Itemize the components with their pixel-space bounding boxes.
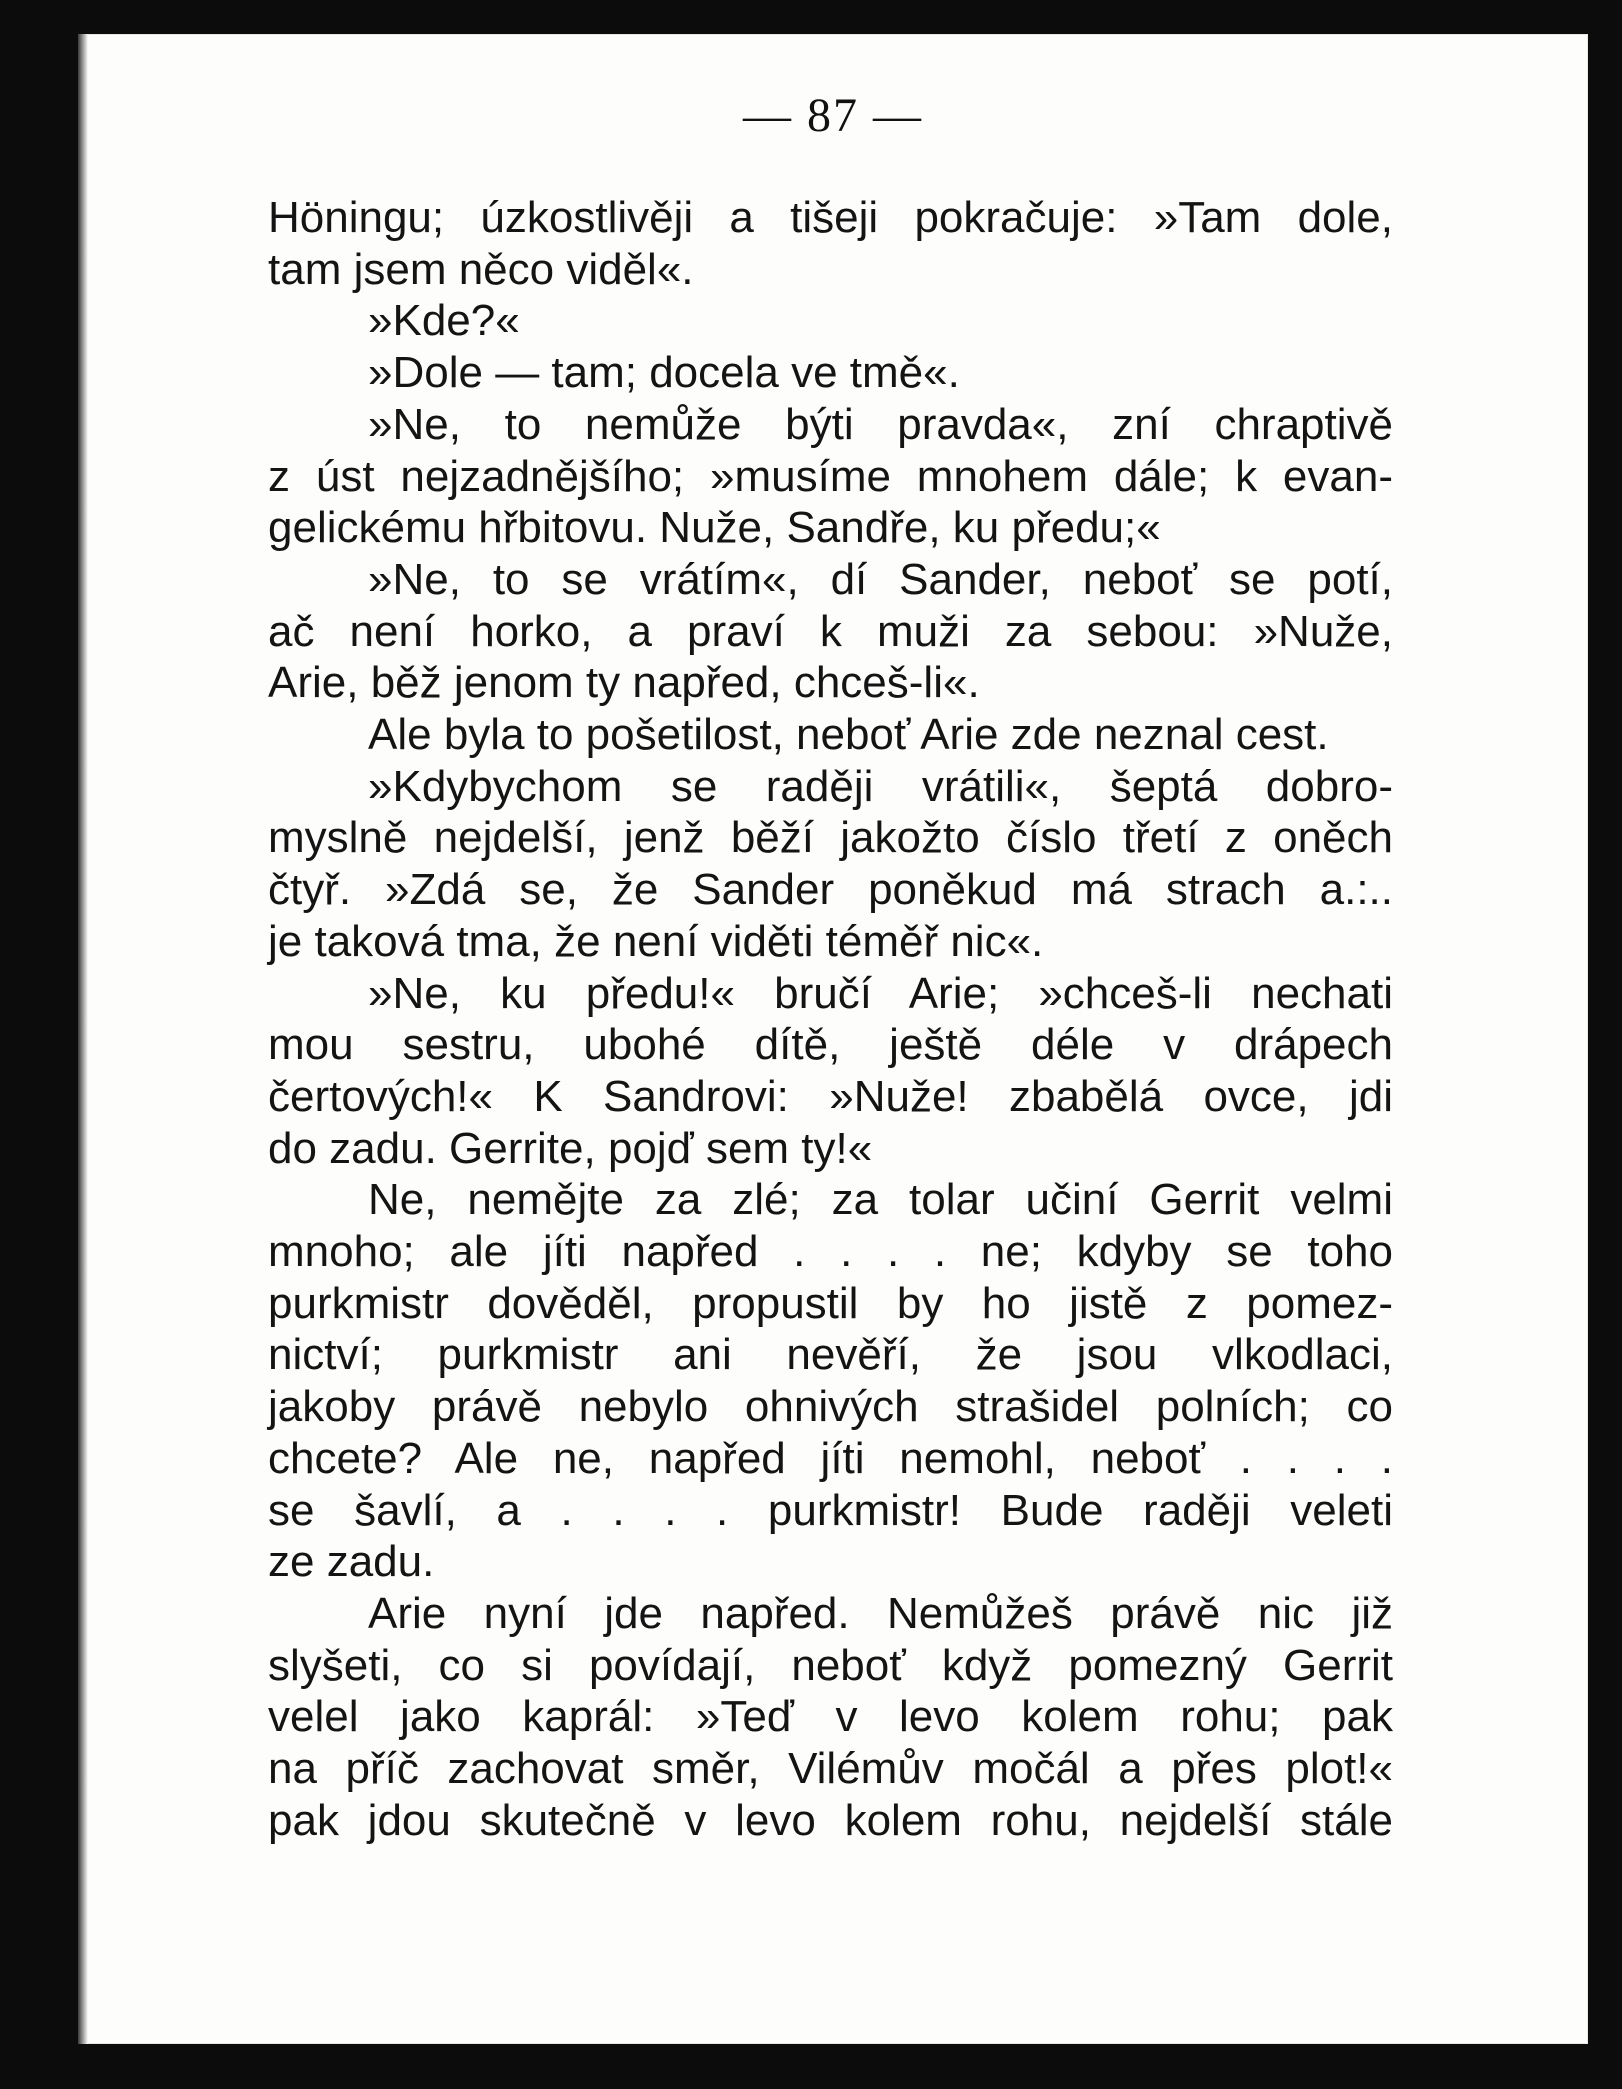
text-line: velel jako kaprál: »Teď v levo kolem rohu; pak — [268, 1692, 1393, 1742]
text-line: Höningu; úzkostlivěji a tišeji pokračuje: »Tam dole, — [268, 193, 1393, 242]
text-line: mnoho; ale jíti napřed . . . . ne; kdyby se toho — [268, 1227, 1393, 1277]
text-line: na příč zachovat směr, Vilémův močál a přes plot!« — [268, 1744, 1393, 1794]
page-number: — 87 — — [743, 89, 923, 142]
text-line: se šavlí, a . . . . purkmistr! Bude raději veleti — [268, 1485, 1393, 1535]
text-line: »Kdybychom se raději vrátili«, šeptá dobro- — [368, 761, 1393, 811]
body-text — [268, 192, 1393, 1847]
text-line: pak jdou skutečně v levo kolem rohu, nejdelší stále — [268, 1795, 1393, 1845]
text-line: »Ne, ku předu!« bručí Arie; »chceš-li nechati — [368, 968, 1393, 1018]
text-line: mou sestru, ubohé dítě, ještě déle v drápech — [268, 1020, 1393, 1070]
text-line: chcete? Ale ne, napřed jíti nemohl, neboť . . . . — [268, 1433, 1393, 1483]
text-line: »Ne, to se vrátím«, dí Sander, neboť se potí, — [368, 554, 1393, 604]
text-line: tam jsem něco viděl«. — [268, 244, 694, 294]
text-line: »Ne, to nemůže býti pravda«, zní chraptivě — [368, 399, 1393, 449]
text-line: z úst nejzadnějšího; »musíme mnohem dále; k evan- — [268, 451, 1393, 501]
text-line: je taková tma, že není viděti téměř nic«. — [268, 916, 1044, 966]
text-line: Ne, nemějte za zlé; za tolar učiní Gerrit velmi — [368, 1175, 1393, 1225]
text-line: myslně nejdelší, jenž běží jakožto číslo třetí z oněch — [268, 813, 1393, 863]
page-binding-shadow — [78, 34, 88, 2044]
text-line: čertových!« K Sandrovi: »Nuže! zbabělá ovce, jdi — [268, 1071, 1393, 1121]
text-line: Ale byla to pošetilost, neboť Arie zde neznal cest. — [368, 710, 1329, 760]
text-line: Arie nyní jde napřed. Nemůžeš právě nic již — [368, 1588, 1393, 1638]
book-page — [78, 34, 1588, 2044]
text-line: slyšeti, co si povídají, neboť když pomezný Gerrit — [268, 1640, 1393, 1690]
text-line: nictví; purkmistr ani nevěří, že jsou vlkodlaci, — [268, 1330, 1393, 1380]
text-line: do zadu. Gerrite, pojď sem ty!« — [268, 1123, 873, 1173]
text-line: Arie, běž jenom ty napřed, chceš-li«. — [268, 658, 980, 708]
text-line: gelickému hřbitovu. Nuže, Sandře, ku předu;« — [268, 503, 1161, 553]
text-line: purkmistr dověděl, propustil by ho jistě z pomez- — [268, 1278, 1393, 1328]
text-line: ze zadu. — [268, 1537, 435, 1587]
text-line: jakoby právě nebylo ohnivých strašidel polních; co — [268, 1382, 1393, 1432]
text-line: »Dole — tam; docela ve tmě«. — [368, 348, 960, 398]
text-line: »Kde?« — [368, 296, 520, 346]
text-line: ač není horko, a praví k muži za sebou: »Nuže, — [268, 606, 1393, 656]
text-line: čtyř. »Zdá se, že Sander poněkud má strach a.:.. — [268, 865, 1393, 915]
